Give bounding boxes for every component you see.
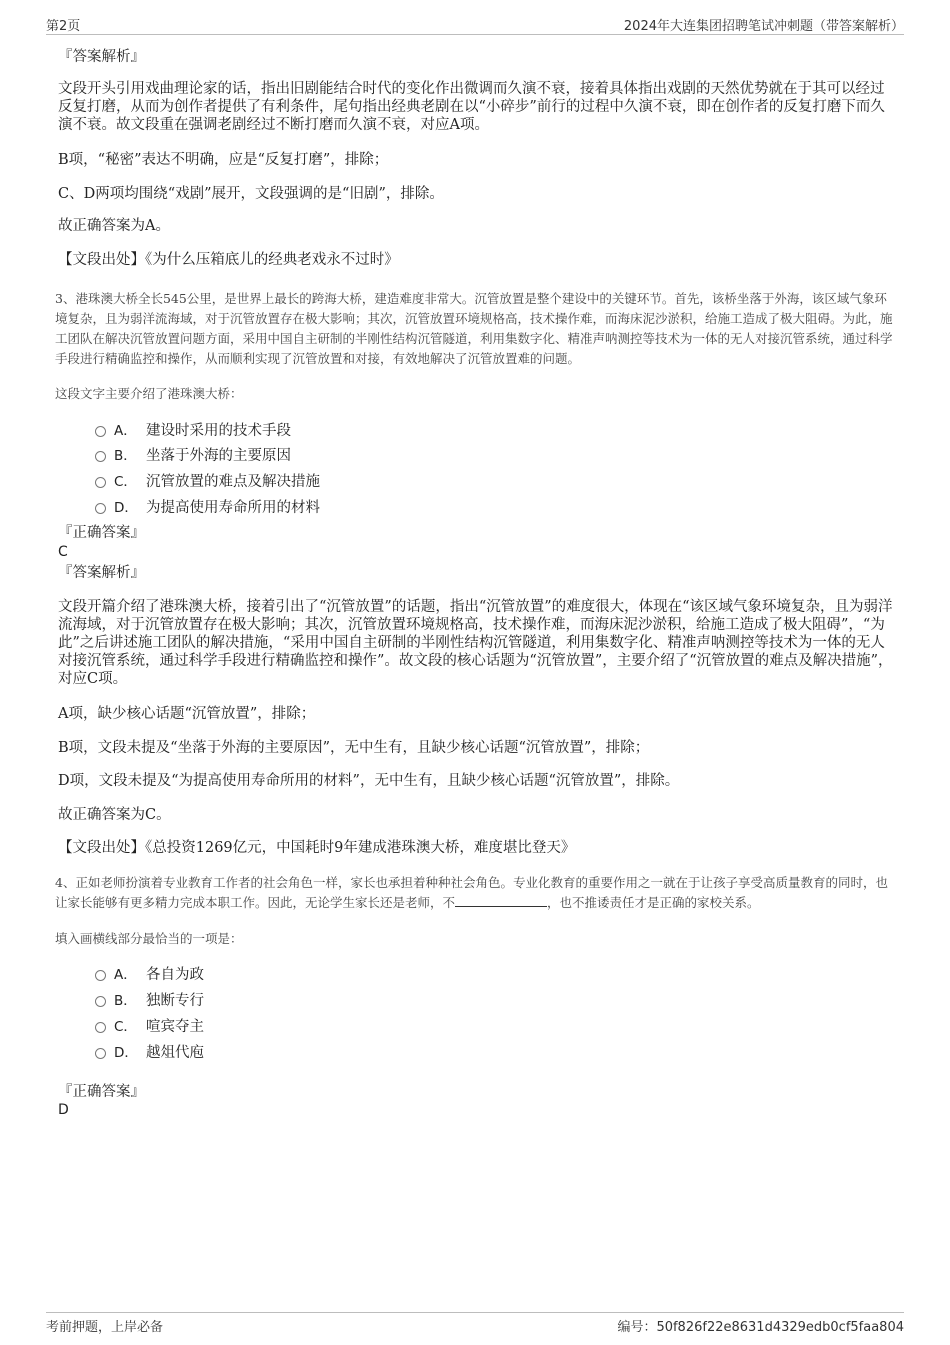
source: 【文段出处】《总投资1269亿元，中国耗时9年建成港珠澳大桥，难度堪比登天》 — [58, 840, 576, 856]
radio-icon[interactable] — [95, 996, 106, 1007]
page-header — [46, 14, 904, 35]
analysis-text: 文段开头引用戏曲理论家的话，指出旧剧能结合时代的变化作出微调而久演不衰，接着具体指出戏剧的天然优势就在于其可以经过反复打磨，从而为创作者提供了有利条件，尾句指出经典老剧在以“小碎步”前行的过程中久演不衰，即在创作者的反复打磨下而久演不衰。故文段重在强调老剧经过不断打磨而久演不衰，对应A项。 — [58, 81, 885, 133]
page-number: 第2页 — [46, 19, 81, 34]
analysis-text: 文段开篇介绍了港珠澳大桥，接着引出了“沉管放置”的话题，指出“沉管放置”的难度很大，体现在“该区域气象环境复杂，且为弱洋流海域，对于沉管放置存在极大影响；其次，沉管放置环境规格高，技术操作难，而海床泥沙淤积，给施工造成了极大阻碍”，“为此”之后讲述施工团队的解决措施，“采用中国自主研制的半刚性结构沉管隧道，利用集数字化、精准声呐测控等技术为一体的无人对接沉管系统，通过科学手段进行精确监控和操作”。故文段的核心话题为“沉管放置”，主要介绍了“沉管放置的难点及解决措施”，对应C项。 — [58, 599, 893, 687]
radio-icon[interactable] — [95, 1022, 106, 1033]
question-4-option-a[interactable]: A． 各自为政 — [95, 963, 204, 985]
question-4-option-c[interactable]: C． 喧宾夺主 — [95, 1015, 204, 1037]
question-3-prompt: 这段文字主要介绍了港珠澳大桥： — [55, 386, 243, 401]
question-4-option-d[interactable]: D． 越俎代庖 — [95, 1041, 204, 1063]
page-footer — [46, 1312, 904, 1335]
note-b: B项，“秘密”表达不明确，应是“反复打磨”，排除； — [58, 152, 389, 168]
question-3-option-a[interactable]: A． 建设时采用的技术手段 — [95, 419, 291, 441]
document-title: 2024年大连集团招聘笔试冲刺题（带答案解析） — [623, 19, 904, 34]
radio-icon[interactable] — [95, 970, 106, 981]
radio-icon[interactable] — [95, 426, 106, 437]
note-b: B项，文段未提及“坐落于外海的主要原因”，无中生有，且缺少核心话题“沉管放置”，排除； — [58, 740, 650, 756]
radio-icon[interactable] — [95, 451, 106, 462]
question-3-option-d[interactable]: D． 为提高使用寿命所用的材料 — [95, 496, 320, 518]
note-cd: C、D两项均围绕“戏剧”展开，文段强调的是“旧剧”，排除。 — [58, 186, 444, 202]
conclusion: 故正确答案为A。 — [58, 218, 170, 234]
question-3-option-c[interactable]: C． 沉管放置的难点及解决措施 — [95, 470, 320, 492]
correct-answer: C — [58, 544, 68, 560]
note-d: D项，文段未提及“为提高使用寿命所用的材料”，无中生有，且缺少核心话题“沉管放置”，排除。 — [58, 773, 680, 789]
footer-slogan: 考前押题，上岸必备 — [46, 1320, 164, 1335]
source: 【文段出处】《为什么压箱底儿的经典老戏永不过时》 — [58, 252, 399, 268]
document-code: 编号：50f826f22e8631d4329edb0cf5faa804 — [617, 1320, 904, 1335]
question-3-stem: 3、港珠澳大桥全长545公里，是世界上最长的跨海大桥，建造难度非常大。沉管放置是整个建设中的关键环节。首先，该桥坐落于外海，该区域气象环境复杂，且为弱洋流海域，对于沉管放置存在极大影响；其次，沉管放置环境规格高，技术操作难，而海床泥沙淤积，给施工造成了极大阻碍。为此，施工团队在解决沉管放置问题方面，采用中国自主研制的半刚性结构沉管隧道，利用集数字化、精准声呐测控等技术为一体的无人对接沉管系统，通过科学手段进行精确监控和操作，从而顺利实现了沉管放置和对接，有效地解决了沉管放置难的问题。 — [55, 291, 893, 366]
question-3-option-b[interactable]: B． 坐落于外海的主要原因 — [95, 444, 291, 466]
question-4-prompt: 填入画横线部分最恰当的一项是： — [55, 931, 243, 946]
analysis-label: 『答案解析』 — [58, 565, 145, 581]
answer-blank — [455, 894, 547, 907]
conclusion: 故正确答案为C。 — [58, 807, 171, 823]
correct-answer-label: 『正确答案』 — [58, 1084, 145, 1100]
radio-icon[interactable] — [95, 1048, 106, 1059]
correct-answer: D — [58, 1102, 69, 1118]
radio-icon[interactable] — [95, 503, 106, 514]
note-a: A项，缺少核心话题“沉管放置”，排除； — [58, 706, 316, 722]
radio-icon[interactable] — [95, 477, 106, 488]
correct-answer-label: 『正确答案』 — [58, 525, 145, 541]
question-4-stem: 4、正如老师扮演着专业教育工作者的社会角色一样，家长也承担着种种社会角色。专业化教育的重要作用之一就在于让孩子享受高质量教育的同时，也让家长能够有更多精力完成本职工作。因此，无论学生家长还是老师，不 ，也不推诿责任才是正确的家校关系。 — [55, 875, 888, 910]
analysis-label: 『答案解析』 — [58, 49, 145, 65]
question-4-option-b[interactable]: B． 独断专行 — [95, 989, 204, 1011]
